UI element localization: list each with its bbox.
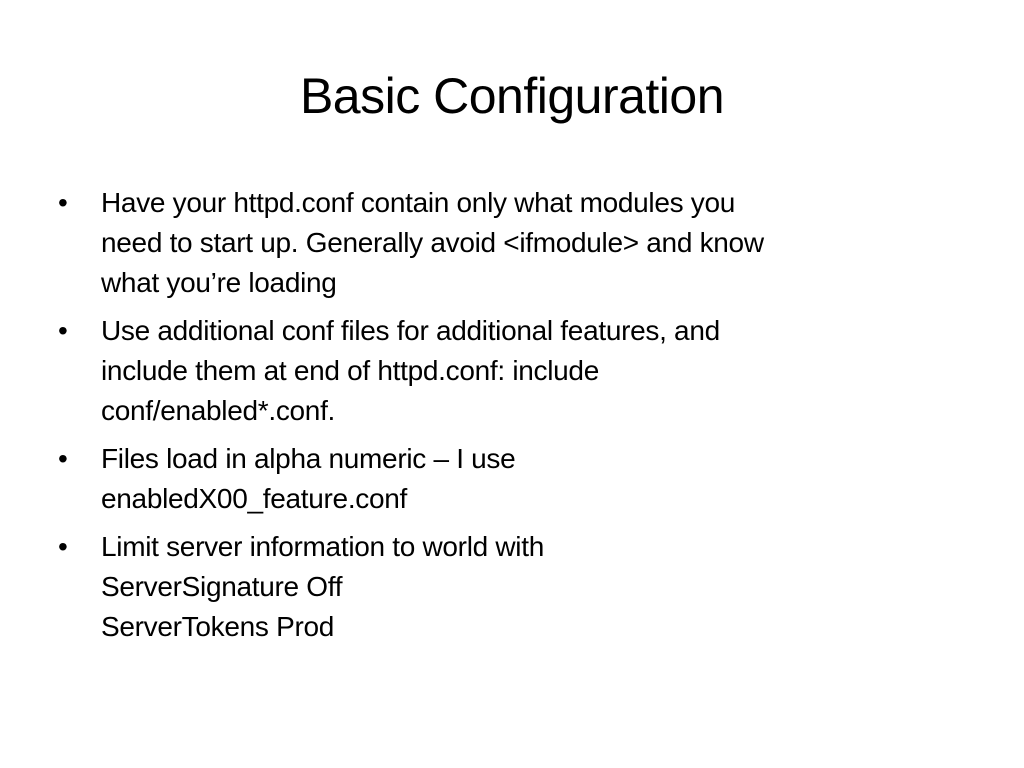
- bullet-icon: •: [58, 187, 68, 218]
- bullet-text-line: Files load in alpha numeric – I use: [101, 443, 516, 474]
- bullet-text-line: ServerSignature Off: [101, 571, 343, 602]
- bullet-icon: •: [58, 315, 68, 346]
- bullet-text-line: include them at end of httpd.conf: include: [101, 355, 599, 386]
- bullet-icon: •: [58, 531, 68, 562]
- bullet-text-line: Have your httpd.conf contain only what modules you: [101, 187, 736, 218]
- bullet-list: [58, 183, 958, 655]
- bullet-icon: •: [58, 443, 68, 474]
- bullet-item-server-info: [58, 527, 958, 647]
- bullet-item-conf-files: [58, 311, 958, 431]
- bullet-item-modules: [58, 183, 958, 303]
- bullet-text-line: Limit server information to world with: [101, 531, 544, 562]
- bullet-text-line: conf/enabled*.conf.: [101, 395, 336, 426]
- bullet-text-line: what you’re loading: [101, 267, 337, 298]
- bullet-text-line: Use additional conf files for additional features, and: [101, 315, 720, 346]
- bullet-text-line: ServerTokens Prod: [101, 611, 335, 642]
- bullet-text-line: enabledX00_feature.conf: [101, 483, 408, 514]
- bullet-text-line: need to start up. Generally avoid <ifmodule> and know: [101, 227, 764, 258]
- bullet-item-load-order: [58, 439, 958, 519]
- slide-title: Basic Configuration: [299, 68, 725, 124]
